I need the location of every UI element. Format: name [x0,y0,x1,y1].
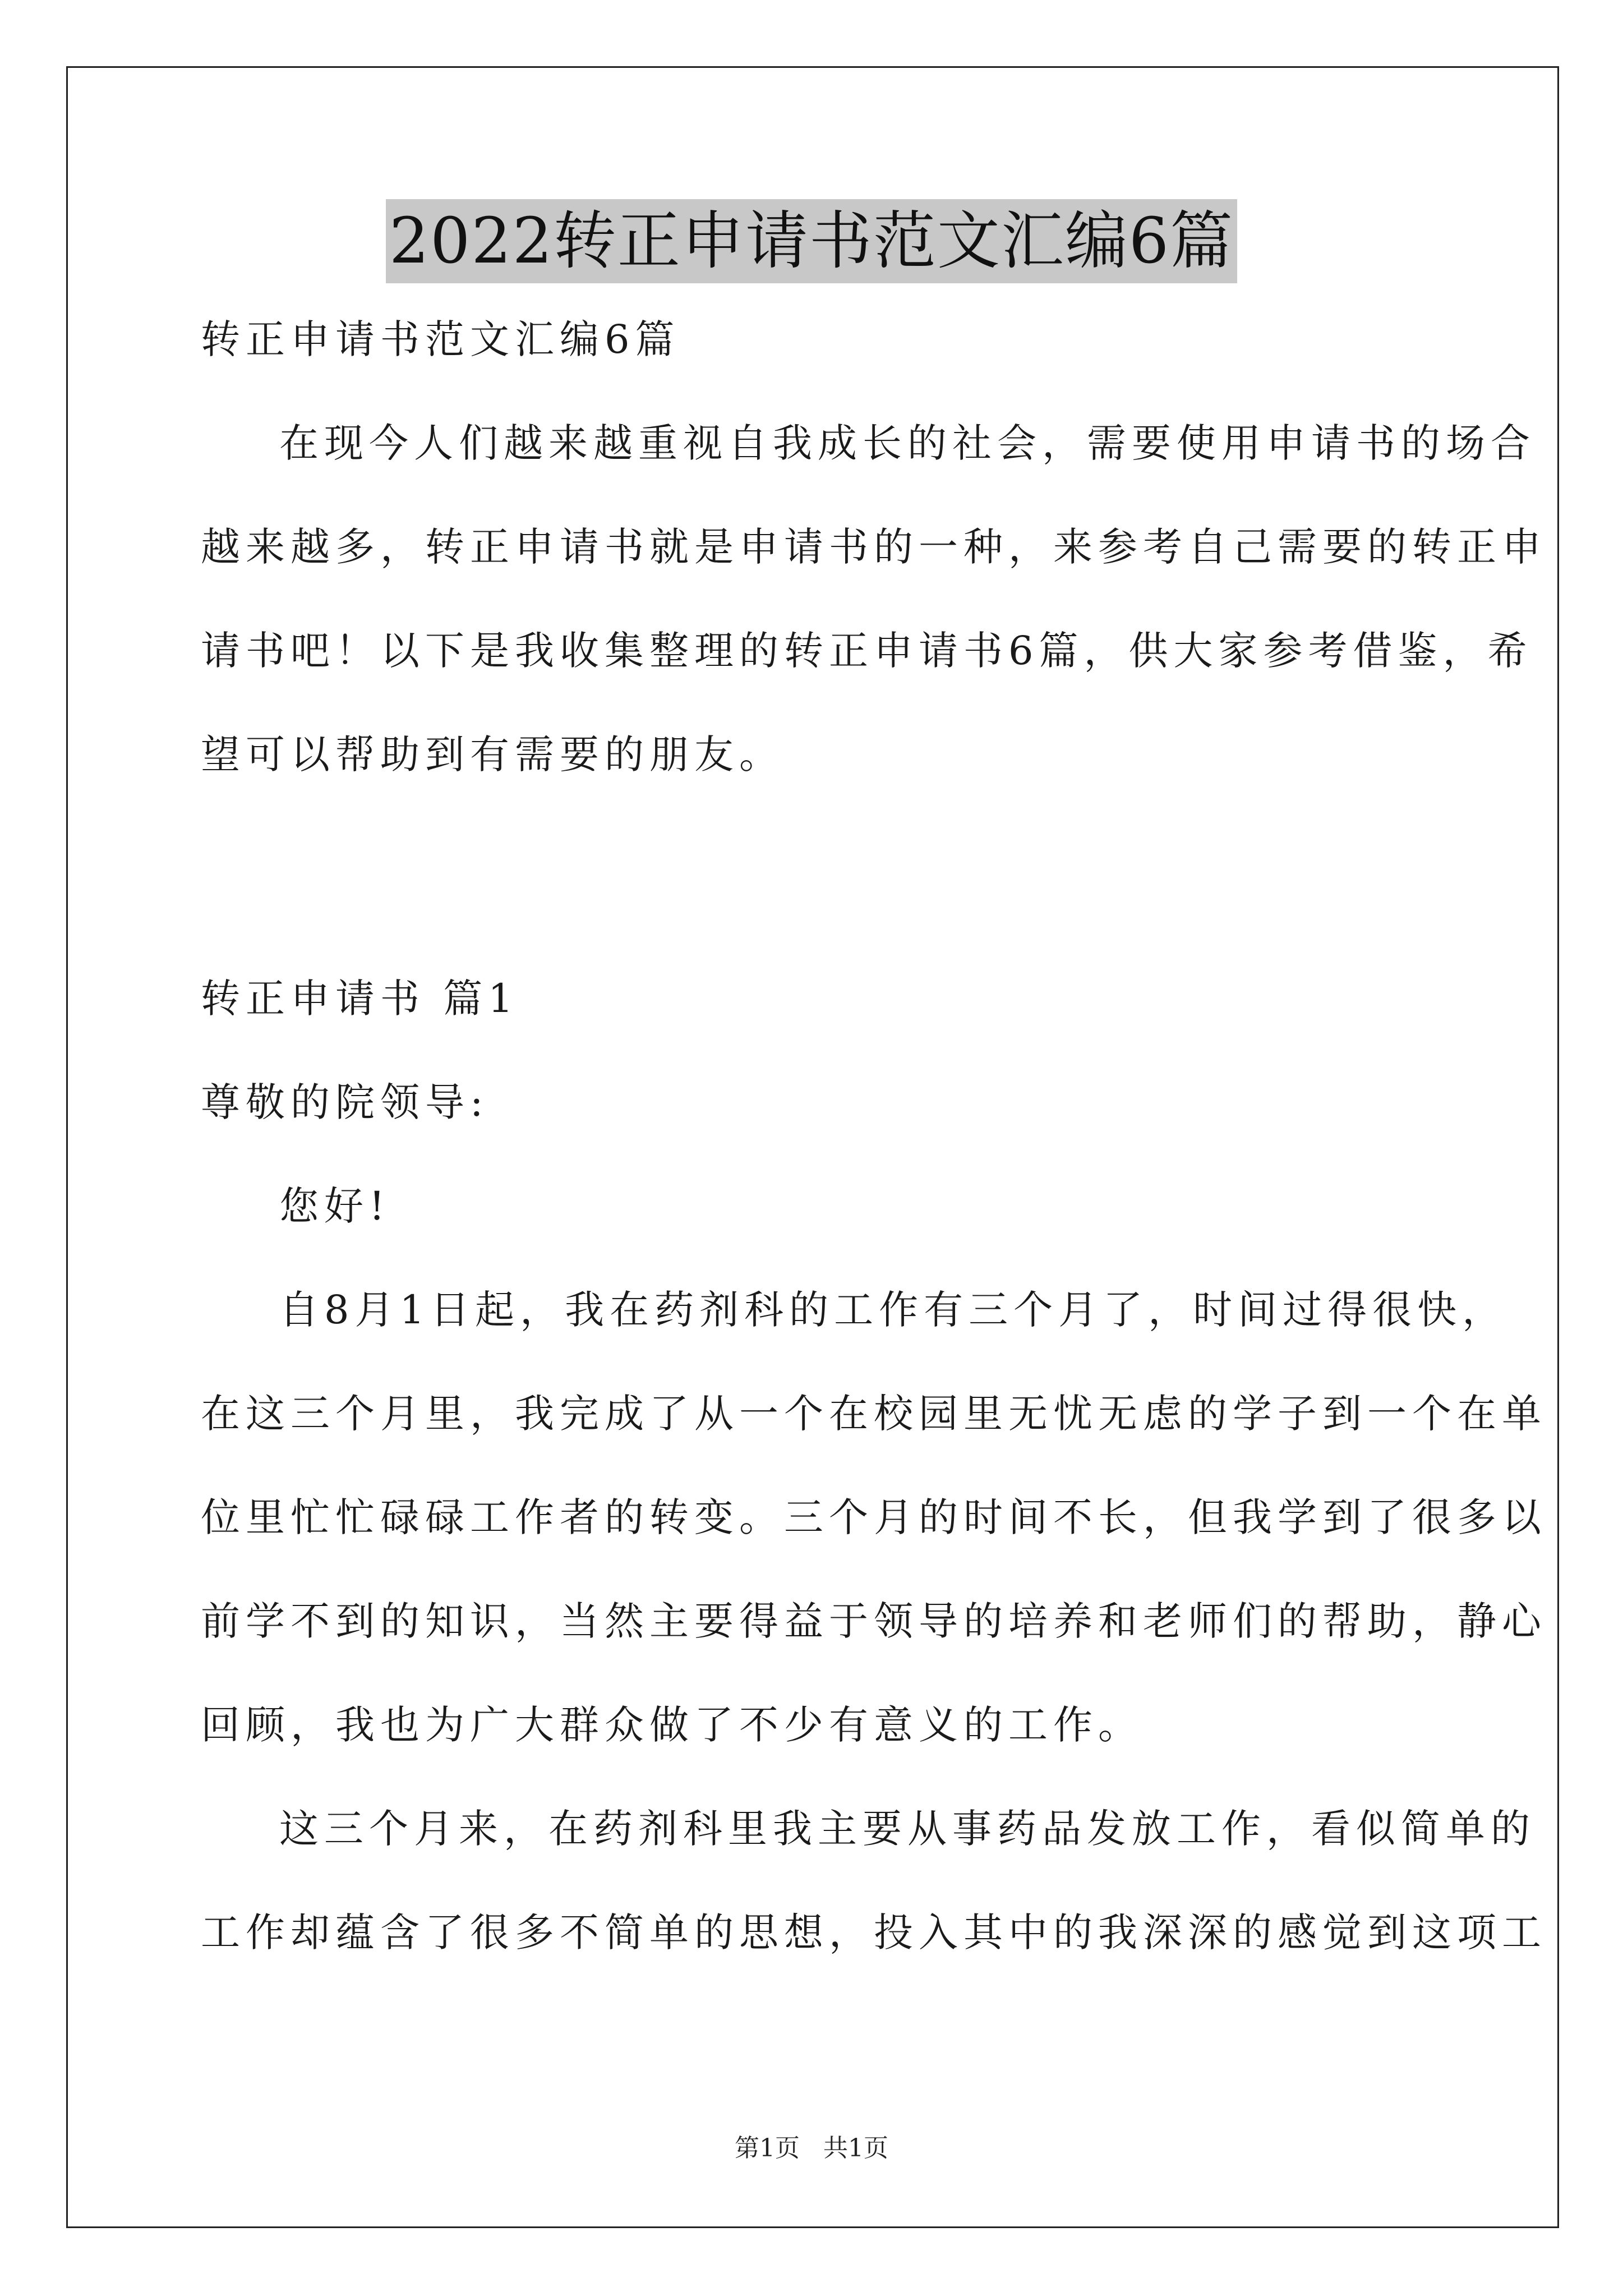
page-border [66,66,1559,2228]
intro-line: 越来越多，转正申请书就是申请书的一种，来参考自己需要的转正申 [201,524,1547,570]
greeting: 您好! [279,1183,391,1229]
intro-line: 在现今人们越来越重视自我成长的社会，需要使用申请书的场合 [279,420,1536,466]
body-line: 这三个月来，在药剂科里我主要从事药品发放工作，看似简单的 [279,1806,1536,1852]
body-line: 自8月1日起，我在药剂科的工作有三个月了，时间过得很快， [279,1287,1507,1333]
page-number: 第1页 [735,2134,800,2162]
salutation: 尊敬的院领导: [201,1079,489,1125]
subtitle-line: 转正申请书范文汇编6篇 [201,316,680,362]
section-heading: 转正申请书 篇1 [201,976,519,1022]
body-line: 回顾，我也为广大群众做了不少有意义的工作。 [201,1702,1143,1748]
body-line: 在这三个月里，我完成了从一个在校园里无忧无虑的学子到一个在单 [201,1391,1547,1437]
document-title: 2022转正申请书范文汇编6篇 [386,199,1237,283]
body-line: 工作却蕴含了很多不简单的思想，投入其中的我深深的感觉到这项工 [201,1910,1547,1955]
page-footer [0,2132,1623,2165]
intro-line: 请书吧！以下是我收集整理的转正申请书6篇，供大家参考借鉴，希 [201,628,1533,674]
intro-line: 望可以帮助到有需要的朋友。 [201,731,784,777]
body-line: 位里忙忙碌碌工作者的转变。三个月的时间不长，但我学到了很多以 [201,1494,1547,1540]
body-line: 前学不到的知识，当然主要得益于领导的培养和老师们的帮助，静心 [201,1598,1547,1644]
title-container [0,199,1623,283]
page-total: 共1页 [823,2134,888,2162]
